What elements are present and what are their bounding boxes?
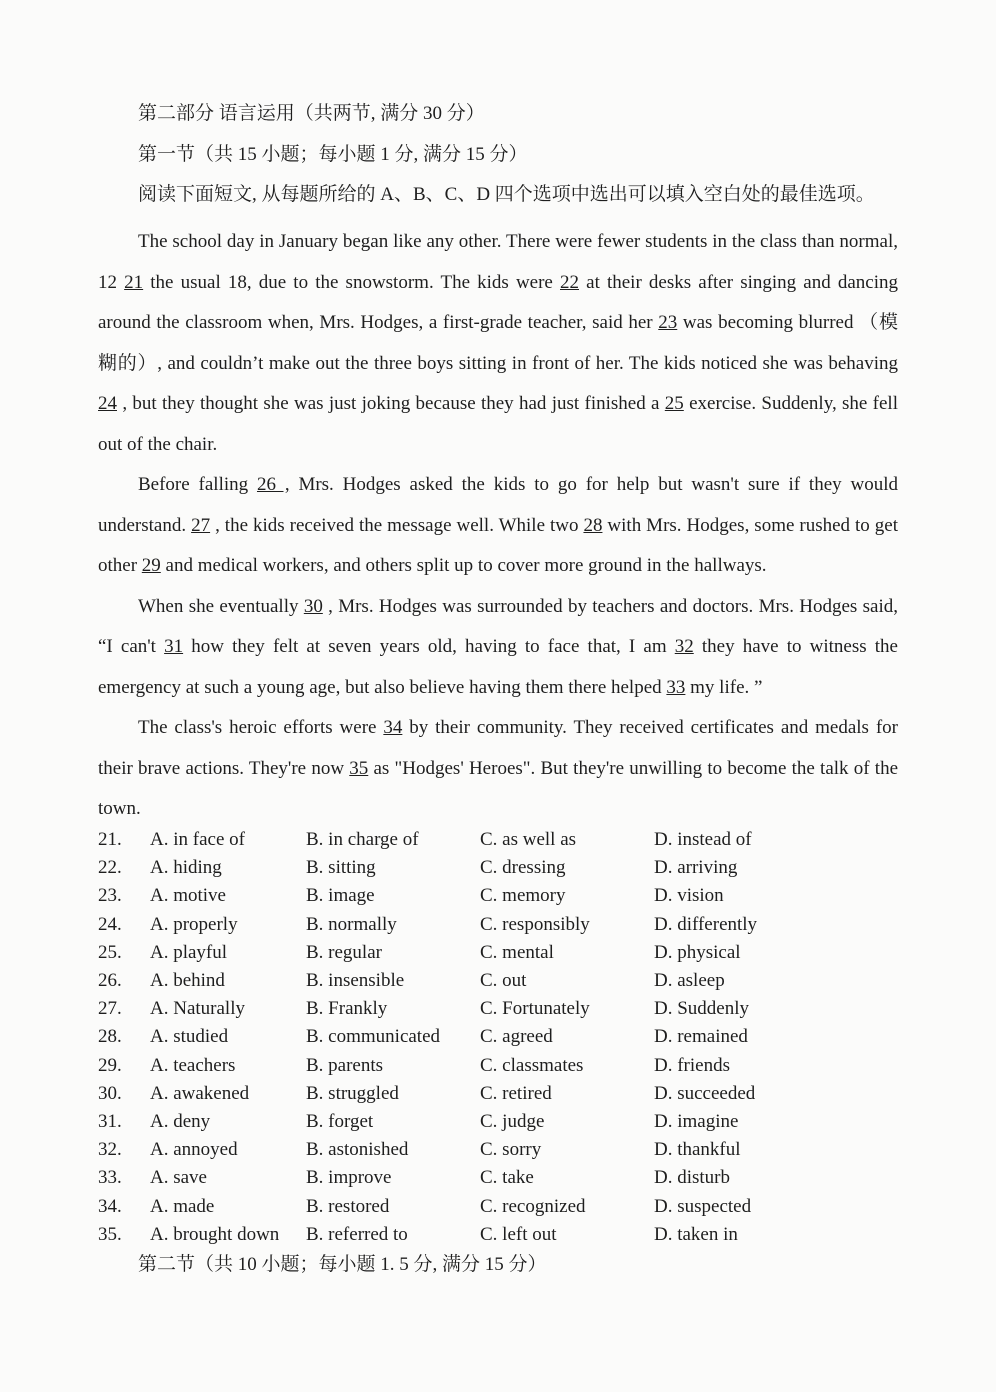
option-a: A. save [150, 1167, 207, 1189]
option-c: C. classmates [480, 1054, 584, 1076]
blank-number: 33 [666, 676, 686, 698]
question-number: 21. [98, 829, 122, 851]
option-c: C. judge [480, 1110, 545, 1132]
option-a: A. deny [150, 1110, 211, 1132]
option-d: D. instead of [654, 829, 752, 851]
passage-text: , Mrs. Hodges was surrounded by teachers and doctors. Mrs. Hodges said, “I can't [98, 595, 898, 657]
option-b: B. normally [306, 913, 397, 935]
option-c: C. take [480, 1167, 534, 1189]
option-d: D. taken in [654, 1223, 738, 1245]
blank-number: 25 [664, 393, 684, 414]
question-number: 31. [98, 1110, 122, 1132]
question-number: 33. [98, 1167, 122, 1189]
option-d: D. differently [654, 913, 758, 935]
option-a: A. motive [150, 885, 226, 907]
option-c: C. out [480, 970, 527, 992]
option-row [98, 1052, 918, 1080]
passage-text: exercise. Suddenly, she fell out of the chair. [98, 393, 898, 455]
option-a: A. hiding [150, 857, 222, 879]
passage-text: The school day in January began like any other. There were fewer students in the class than normal, 12 [98, 231, 898, 293]
instruction-text: 阅读下面短文, 从每题所给的 A、B、C、D 四个选项中选出可以填入空白处的最佳选项。 [138, 184, 875, 205]
option-row [98, 1192, 918, 1220]
passage-text: was becoming blurred （模糊的）, and couldn’t make out the three boys sitting in front of her. The kids noticed she was behaving [98, 312, 898, 374]
blank-number: 30 [303, 595, 323, 617]
blank-number: 32 [674, 636, 694, 657]
option-row [98, 854, 918, 882]
option-d: D. disturb [654, 1167, 730, 1189]
option-a: A. made [150, 1195, 215, 1217]
option-row [98, 1221, 918, 1249]
option-d: D. arriving [654, 857, 738, 879]
option-a: A. behind [150, 970, 225, 992]
option-row [98, 882, 918, 910]
passage-text: and medical workers, and others split up to cover more ground in the hallways. [160, 555, 767, 576]
option-b: B. improve [306, 1167, 392, 1189]
option-row [98, 1164, 918, 1192]
option-row [98, 1080, 918, 1108]
option-a: A. teachers [150, 1054, 236, 1076]
option-row [98, 995, 918, 1023]
option-row [98, 1108, 918, 1136]
blank-number: 27 [191, 514, 211, 536]
passage-text: the usual 18, due to the snowstorm. The kids were [143, 271, 560, 293]
option-c: C. memory [480, 885, 566, 907]
option-d: D. thankful [654, 1139, 741, 1161]
section1-heading: 第一节（共 15 小题；每小题 1 分, 满分 15 分） [138, 144, 528, 165]
passage-text: my life. ” [685, 676, 763, 698]
option-b: B. restored [306, 1195, 390, 1217]
option-b: B. communicated [306, 1026, 441, 1048]
option-c: C. as well as [480, 829, 577, 851]
option-c: C. recognized [480, 1195, 586, 1217]
passage-text: , the kids received the message well. While two [210, 514, 584, 536]
option-c: C. retired [480, 1082, 552, 1104]
option-d: D. remained [654, 1026, 748, 1048]
option-d: D. suspected [654, 1195, 752, 1217]
blank-number: 35 [349, 757, 369, 779]
option-row [98, 1136, 918, 1164]
question-number: 25. [98, 941, 122, 963]
question-number: 26. [98, 970, 122, 992]
question-number: 24. [98, 913, 122, 935]
blank-number: 23 [658, 312, 678, 333]
passage-text: , but they thought she was just joking because they had just finished a [117, 393, 665, 414]
passage-text: how they felt at seven years old, having to face that, I am [183, 636, 675, 657]
option-d: D. asleep [654, 970, 725, 992]
option-a: A. Naturally [150, 998, 245, 1020]
option-c: C. sorry [480, 1139, 542, 1161]
option-c: C. Fortunately [480, 998, 590, 1020]
option-b: B. astonished [306, 1139, 409, 1161]
cloze-passage [98, 222, 898, 830]
question-number: 29. [98, 1054, 122, 1076]
option-d: D. Suddenly [654, 998, 749, 1020]
option-a: A. awakened [150, 1082, 250, 1104]
option-a: A. brought down [150, 1223, 280, 1245]
blank-number: 34 [383, 717, 403, 738]
passage-text: at their desks after singing and dancing around the classroom when, Mrs. Hodges, a first-grade teacher, said her [98, 271, 898, 333]
question-number: 22. [98, 857, 122, 879]
passage-text: Before falling [138, 474, 257, 495]
question-number: 34. [98, 1195, 122, 1217]
question-number: 35. [98, 1223, 122, 1245]
blank-number: 29 [141, 555, 161, 576]
option-a: A. studied [150, 1026, 229, 1048]
passage-text: with Mrs. Hodges, some rushed to get other [98, 514, 898, 576]
blank-number: 24 [98, 393, 117, 414]
option-d: D. succeeded [654, 1082, 756, 1104]
option-a: A. in face of [150, 829, 245, 851]
option-b: B. sitting [306, 857, 376, 879]
question-number: 32. [98, 1139, 122, 1161]
question-number: 28. [98, 1026, 122, 1048]
blank-number: 28 [583, 514, 603, 536]
passage-text: The class's heroic efforts were [138, 717, 384, 738]
part-heading: 第二部分 语言运用（共两节, 满分 30 分） [138, 103, 485, 124]
passage-text: When she eventually [138, 595, 304, 617]
option-row [98, 939, 918, 967]
passage-paragraph-1 [98, 222, 898, 465]
option-b: B. referred to [306, 1223, 408, 1245]
passage-text: as "Hodges' Heroes". But they're unwilling to become the talk of the town. [98, 757, 898, 819]
option-c: C. mental [480, 941, 554, 963]
passage-text: Mrs. Hodges asked the kids to go for help but wasn't sure if they would understand. [98, 474, 898, 536]
passage-paragraph-3 [98, 587, 898, 709]
option-c: C. agreed [480, 1026, 553, 1048]
option-b: B. forget [306, 1110, 374, 1132]
option-d: D. imagine [654, 1110, 739, 1132]
option-d: D. vision [654, 885, 724, 907]
passage-text: they have to witness the emergency at such a young age, but also believe having them there helped [98, 636, 898, 698]
option-row [98, 826, 918, 854]
option-c: C. left out [480, 1223, 557, 1245]
blank-number: 31 [164, 636, 184, 657]
passage-paragraph-4 [98, 708, 898, 830]
option-c: C. dressing [480, 857, 566, 879]
question-number: 23. [98, 885, 122, 907]
option-d: D. physical [654, 941, 741, 963]
option-b: B. Frankly [306, 998, 388, 1020]
option-a: A. annoyed [150, 1139, 238, 1161]
option-b: B. insensible [306, 970, 405, 992]
option-d: D. friends [654, 1054, 730, 1076]
section2-heading: 第二节（共 10 小题；每小题 1. 5 分, 满分 15 分） [138, 1254, 547, 1275]
option-row [98, 911, 918, 939]
option-c: C. responsibly [480, 913, 590, 935]
option-b: B. struggled [306, 1082, 399, 1104]
option-b: B. regular [306, 941, 382, 963]
question-number: 30. [98, 1082, 122, 1104]
option-row [98, 1023, 918, 1051]
option-row [98, 967, 918, 995]
question-number: 27. [98, 998, 122, 1020]
answer-options [98, 826, 918, 1249]
option-a: A. properly [150, 913, 238, 935]
option-b: B. in charge of [306, 829, 419, 851]
option-a: A. playful [150, 941, 228, 963]
option-b: B. image [306, 885, 375, 907]
option-b: B. parents [306, 1054, 384, 1076]
blank-number: 26 , [256, 474, 290, 495]
blank-number: 21 [124, 271, 144, 293]
passage-text: by their community. They received certificates and medals for their brave actions. They're now [98, 717, 898, 779]
blank-number: 22 [560, 271, 579, 293]
passage-paragraph-2 [98, 465, 898, 587]
